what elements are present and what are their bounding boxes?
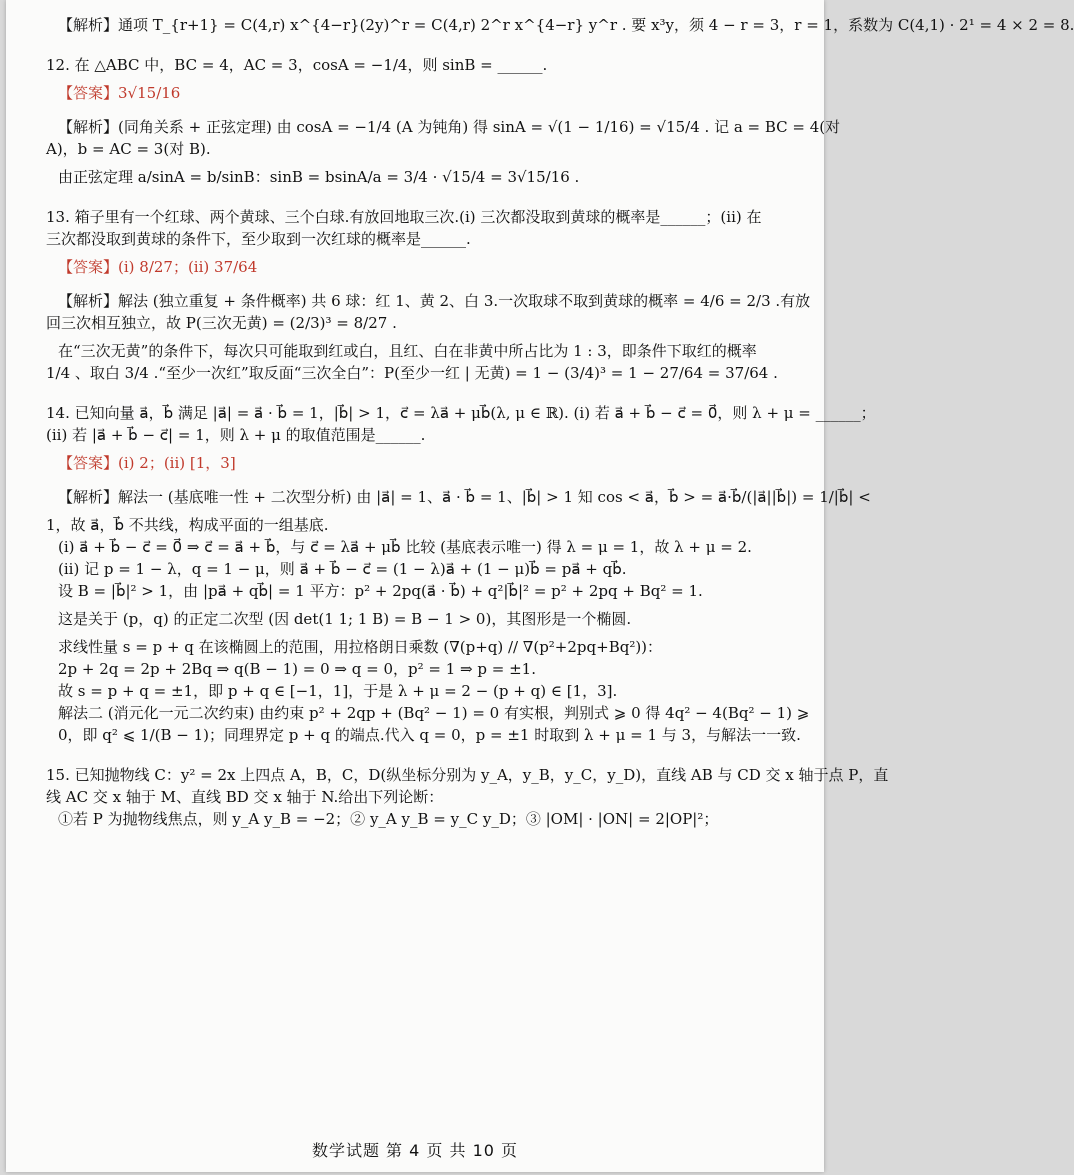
solution-line: 1/4 、取白 3/4 .“至少一次红”取反面“三次全白”：P(至少一红 | 无黄) = 1 − (3/4)³ = 1 − 27/64 = 37/64 .: [46, 364, 778, 382]
solution-line: 在“三次无黄”的条件下，每次只可能取到红或白，且红、白在非黄中所占比为 1 : 3，即条件下取红的概率: [58, 342, 757, 360]
question-12: 12. 在 △ABC 中，BC = 4，AC = 3，cosA = −1/4，则 sinB = ______.: [46, 56, 548, 74]
solution-line: 由正弦定理 a/sinA = b/sinB：sinB = bsinA/a = 3/4 · √15/4 = 3√15/16 .: [58, 168, 580, 186]
solution-line: 故 s = p + q = ±1，即 p + q ∈ [−1，1]，于是 λ + μ = 2 − (p + q) ∈ [1，3].: [58, 682, 618, 700]
solution-line: 2p + 2q = 2p + 2Bq ⇒ q(B − 1) = 0 ⇒ q = 0，p² = 1 ⇒ p = ±1.: [58, 660, 536, 678]
solution-line: 0，即 q² ⩽ 1/(B − 1)；同理界定 p + q 的端点.代入 q = 0，p = ±1 时取到 λ + μ = 1 与 3，与解法一一致.: [58, 726, 801, 744]
solution-line: 回三次相互独立，故 P(三次无黄) = (2/3)³ = 8/27 .: [46, 314, 397, 332]
page-footer: 数学试题 第 4 页 共 10 页: [311, 1141, 519, 1160]
question-15: 15. 已知抛物线 C：y² = 2x 上四点 A，B，C，D(纵坐标分别为 y_A，y_B，y_C，y_D)，直线 AB 与 CD 交 x 轴于点 P，直: [46, 766, 889, 784]
solution-line: A)，b = AC = 3(对 B).: [46, 140, 211, 158]
page-content: [46, 14, 1074, 830]
solution-line: 【解析】解法一 (基底唯一性 + 二次型分析) 由 |a⃗| = 1、a⃗ · b⃗ = 1、|b⃗| > 1 知 cos < a⃗，b⃗ > = a⃗·b⃗/(|a⃗||b⃗|) = 1/|b⃗| <: [58, 488, 871, 506]
solution-line: 【解析】通项 T_{r+1} = C(4,r) x^{4−r}(2y)^r = C(4,r) 2^r x^{4−r} y^r . 要 x³y，须 4 − r = 3，r = 1，系数为 C(4,1) · 2¹ = 4 × 2 = 8.: [58, 16, 1074, 34]
answer-14: 【答案】(i) 2；(ii) [1，3]: [58, 454, 236, 472]
solution-line: (ii) 记 p = 1 − λ，q = 1 − μ，则 a⃗ + b⃗ − c⃗ = (1 − λ)a⃗ + (1 − μ)b⃗ = pa⃗ + qb⃗.: [58, 560, 627, 578]
question-14-cont: (ii) 若 |a⃗ + b⃗ − c⃗| = 1，则 λ + μ 的取值范围是______.: [46, 426, 426, 444]
answer-12: 【答案】3√15/16: [58, 84, 181, 102]
solution-line: 1，故 a⃗，b⃗ 不共线，构成平面的一组基底.: [46, 516, 329, 534]
solution-line: 设 B = |b⃗|² > 1，由 |pa⃗ + qb⃗| = 1 平方：p² + 2pq(a⃗ · b⃗) + q²|b⃗|² = p² + 2pq + Bq² = 1.: [58, 582, 703, 600]
solution-line: 【解析】(同角关系 + 正弦定理) 由 cosA = −1/4 (A 为钝角) 得 sinA = √(1 − 1/16) = √15/4 . 记 a = BC = 4(对: [58, 118, 841, 136]
solution-line: 【解析】解法 (独立重复 + 条件概率) 共 6 球：红 1、黄 2、白 3.一次取球不取到黄球的概率 = 4/6 = 2/3 .有放: [58, 292, 811, 310]
solution-line: 这是关于 (p，q) 的正定二次型 (因 det(1 1; 1 B) = B − 1 > 0)，其图形是一个椭圆.: [58, 610, 632, 628]
answer-13: 【答案】(i) 8/27；(ii) 37/64: [58, 258, 258, 276]
solution-line: 求线性量 s = p + q 在该椭圆上的范围，用拉格朗日乘数 (∇(p+q) // ∇(p²+2pq+Bq²))：: [58, 638, 663, 656]
question-15-cont: 线 AC 交 x 轴于 M、直线 BD 交 x 轴于 N.给出下列论断：: [46, 788, 444, 806]
question-13: 13. 箱子里有一个红球、两个黄球、三个白球.有放回地取三次.(i) 三次都没取到黄球的概率是______；(ii) 在: [46, 208, 762, 226]
solution-line: (i) a⃗ + b⃗ − c⃗ = 0⃗ ⇒ c⃗ = a⃗ + b⃗，与 c⃗ = λa⃗ + μb⃗ 比较 (基底表示唯一) 得 λ = μ = 1，故 λ + μ = 2.: [58, 538, 752, 556]
question-13-cont: 三次都没取到黄球的条件下，至少取到一次红球的概率是______.: [46, 230, 471, 248]
question-14: 14. 已知向量 a⃗，b⃗ 满足 |a⃗| = a⃗ · b⃗ = 1，|b⃗| > 1，c⃗ = λa⃗ + μb⃗(λ, μ ∈ ℝ). (i) 若 a⃗ + b⃗ − c⃗ = 0⃗，则 λ + μ = ______；: [46, 404, 876, 422]
question-15-claims: ①若 P 为抛物线焦点，则 y_A y_B = −2；② y_A y_B = y_C y_D；③ |OM| · |ON| = 2|OP|²；: [58, 810, 719, 828]
solution-line: 解法二 (消元化一元二次约束) 由约束 p² + 2qp + (Bq² − 1) = 0 有实根，判别式 ⩾ 0 得 4q² − 4(Bq² − 1) ⩾: [58, 704, 810, 722]
exam-page: [6, 0, 1074, 1172]
